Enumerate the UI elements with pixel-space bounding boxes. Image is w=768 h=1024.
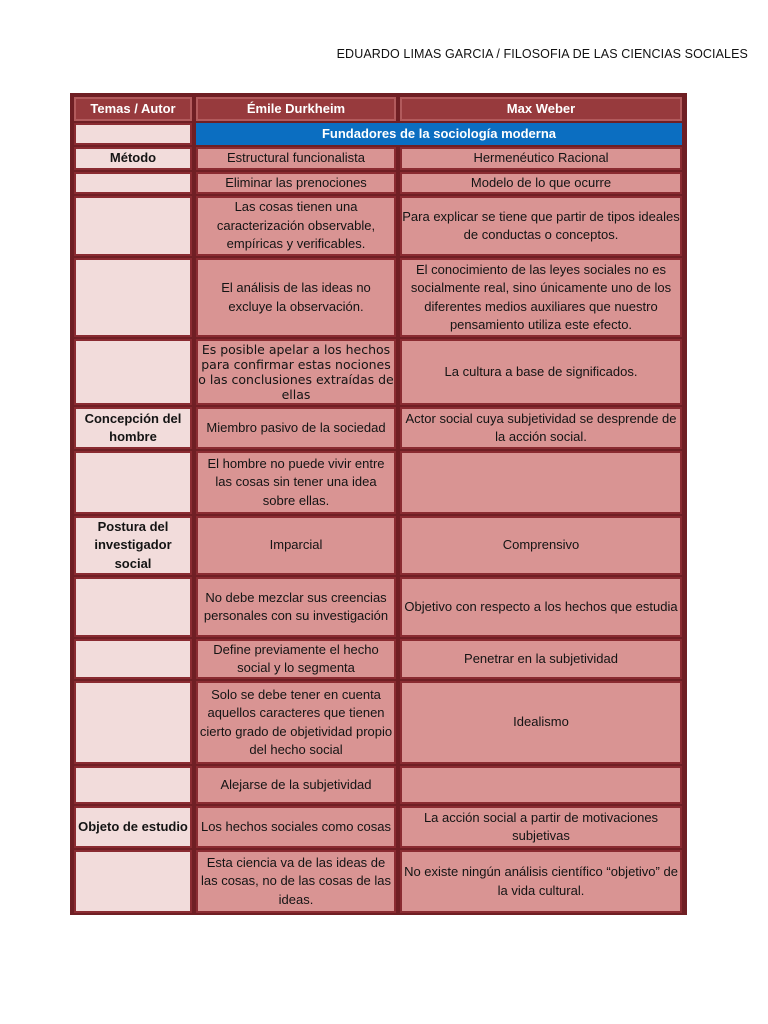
durkheim-cell: Alejarse de la subjetividad xyxy=(196,766,396,804)
weber-cell: No existe ningún análisis científico “objetivo” de la vida cultural. xyxy=(400,850,682,913)
durkheim-cell: Estructural funcionalista xyxy=(196,147,396,170)
weber-cell: Idealismo xyxy=(400,681,682,764)
weber-cell: Objetivo con respecto a los hechos que estudia xyxy=(400,577,682,637)
topic-cell: Objeto de estudio xyxy=(74,806,192,848)
comparison-table xyxy=(70,93,687,915)
header-cell-durkheim: Émile Durkheim xyxy=(196,97,396,121)
topic-cell xyxy=(74,850,192,913)
document-header: EDUARDO LIMAS GARCIA / FILOSOFIA DE LAS CIENCIAS SOCIALES xyxy=(336,47,748,61)
durkheim-cell: Los hechos sociales como cosas xyxy=(196,806,396,848)
durkheim-cell: Solo se debe tener en cuenta aquellos caracteres que tienen cierto grado de objetividad propio del hecho social xyxy=(196,681,396,764)
weber-cell: Hermenéutico Racional xyxy=(400,147,682,170)
weber-cell: El conocimiento de las leyes sociales no es socialmente real, sino únicamente uno de los diferentes medios auxiliares que nuestro pensamiento utiliza este efecto. xyxy=(400,258,682,337)
topic-cell xyxy=(74,766,192,804)
weber-cell: Actor social cuya subjetividad se desprende de la acción social. xyxy=(400,407,682,449)
durkheim-cell: El análisis de las ideas no excluye la observación. xyxy=(196,258,396,337)
banner-cell: Fundadores de la sociología moderna xyxy=(196,123,682,145)
weber-cell: La acción social a partir de motivaciones subjetivas xyxy=(400,806,682,848)
durkheim-cell: El hombre no puede vivir entre las cosas sin tener una idea sobre ellas. xyxy=(196,451,396,514)
topic-cell xyxy=(74,172,192,194)
topic-cell xyxy=(74,196,192,256)
weber-cell: La cultura a base de significados. xyxy=(400,339,682,405)
topic-cell: Postura del investigador social xyxy=(74,516,192,575)
weber-cell xyxy=(400,766,682,804)
topic-cell xyxy=(74,258,192,337)
header-cell-weber: Max Weber xyxy=(400,97,682,121)
topic-cell: Concepción del hombre xyxy=(74,407,192,449)
weber-cell: Penetrar en la subjetividad xyxy=(400,639,682,679)
durkheim-cell: Eliminar las prenociones xyxy=(196,172,396,194)
topic-cell xyxy=(74,451,192,514)
durkheim-cell: Imparcial xyxy=(196,516,396,575)
durkheim-cell: Esta ciencia va de las ideas de las cosas, no de las cosas de las ideas. xyxy=(196,850,396,913)
topic-cell xyxy=(74,339,192,405)
header-cell-topic: Temas / Autor xyxy=(74,97,192,121)
topic-cell xyxy=(74,577,192,637)
durkheim-cell: Es posible apelar a los hechos para confirmar estas nociones o las conclusiones extraídas de ellas xyxy=(196,339,396,405)
weber-cell: Para explicar se tiene que partir de tipos ideales de conductas o conceptos. xyxy=(400,196,682,256)
durkheim-cell: Define previamente el hecho social y lo segmenta xyxy=(196,639,396,679)
durkheim-cell: No debe mezclar sus creencias personales con su investigación xyxy=(196,577,396,637)
banner-row-topic xyxy=(74,123,192,145)
weber-cell: Modelo de lo que ocurre xyxy=(400,172,682,194)
weber-cell: Comprensivo xyxy=(400,516,682,575)
topic-cell xyxy=(74,639,192,679)
durkheim-cell: Miembro pasivo de la sociedad xyxy=(196,407,396,449)
topic-cell: Método xyxy=(74,147,192,170)
weber-cell xyxy=(400,451,682,514)
durkheim-cell: Las cosas tienen una caracterización observable, empíricas y verificables. xyxy=(196,196,396,256)
topic-cell xyxy=(74,681,192,764)
